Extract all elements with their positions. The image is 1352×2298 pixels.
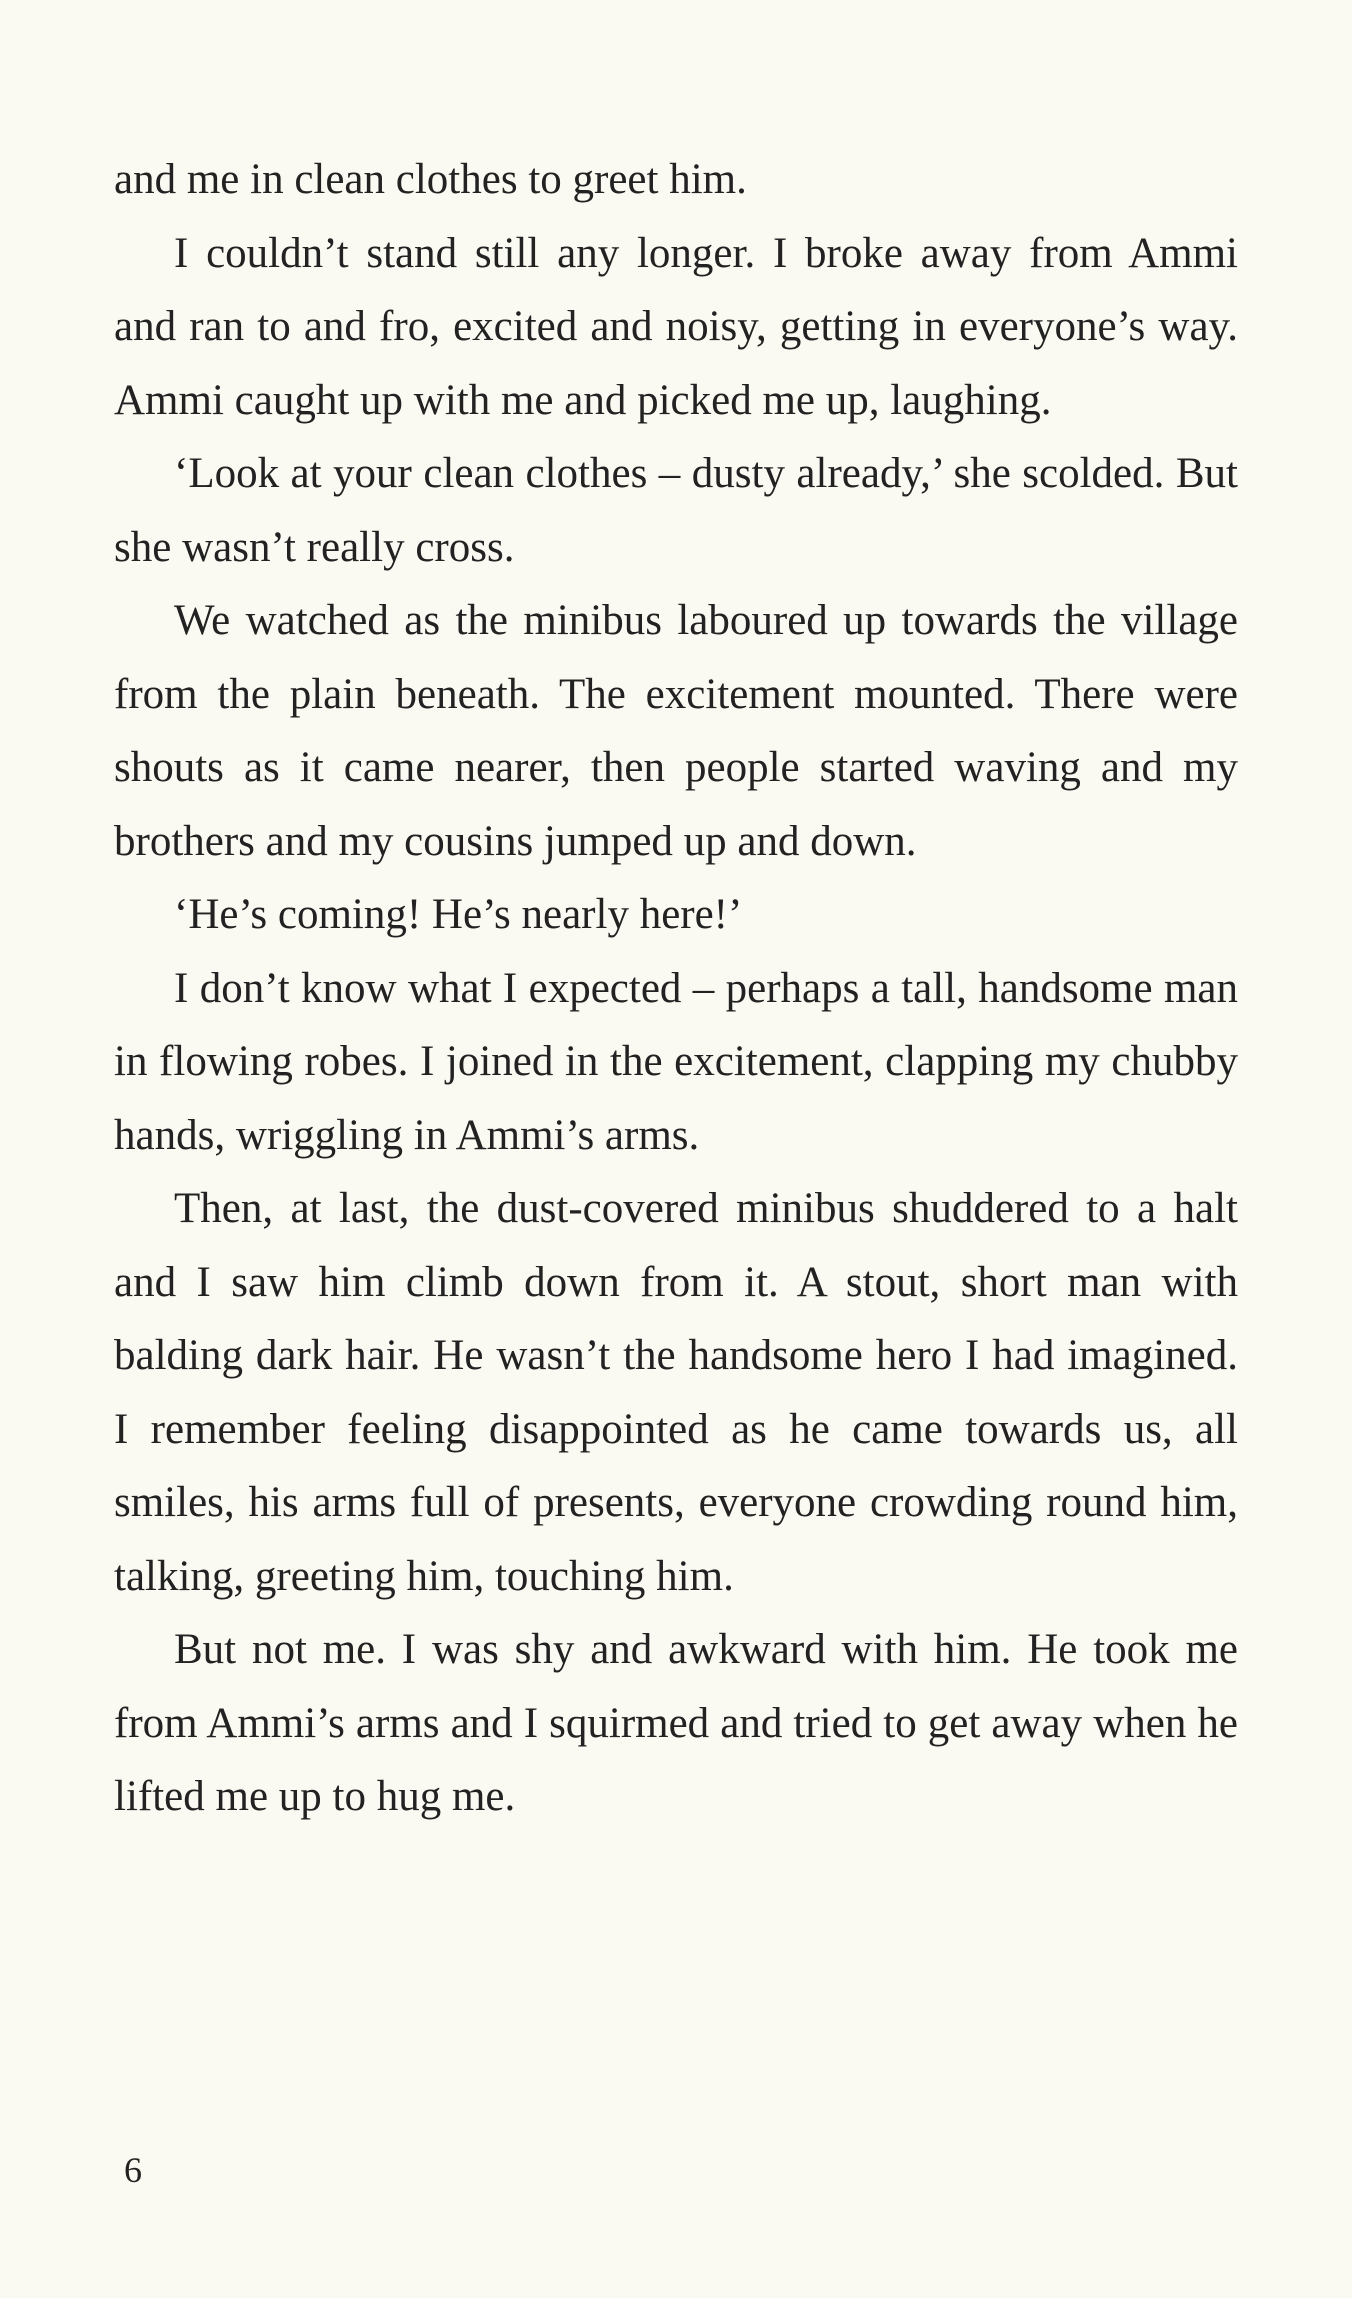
paragraph-8: But not me. I was shy and awkward with him. He took me from Ammi’s arms and I squirmed and tried to get away when he lifted me up to hug me. bbox=[114, 1626, 1238, 1820]
paragraph-2: I couldn’t stand still any longer. I broke away from Ammi and ran to and fro, excited and noisy, getting in everyone’s way. Ammi caught up with me and picked me up, laughing. bbox=[114, 229, 1238, 424]
paragraph-4: We watched as the minibus laboured up towards the village from the plain beneath. The excitement mounted. There were shouts as it came nearer, then people started waving and my brothers and my cousins jumped up and down. bbox=[114, 597, 1238, 865]
paragraph-7: Then, at last, the dust-covered minibus shuddered to a halt and I saw him climb down from it. A stout, short man with balding dark hair. He wasn’t the handsome hero I had imagined. I remember feeling disappointed as he came towards us, all smiles, his arms full of presents, everyone crowding round him, talking, greeting him, touching him. bbox=[114, 1185, 1238, 1600]
paragraph-1: and me in clean clothes to greet him. bbox=[114, 156, 747, 203]
body-text bbox=[114, 143, 1238, 1834]
page-number: 6 bbox=[124, 2150, 142, 2190]
paragraph-6: I don’t know what I expected – perhaps a tall, handsome man in flowing robes. I joined in the excitement, clapping my chubby hands, wriggling in Ammi’s arms. bbox=[114, 964, 1238, 1159]
paragraph-3: ‘Look at your clean clothes – dusty already,’ she scolded. But she wasn’t really cross. bbox=[114, 450, 1238, 571]
paragraph-5: ‘He’s coming! He’s nearly here!’ bbox=[174, 891, 743, 938]
